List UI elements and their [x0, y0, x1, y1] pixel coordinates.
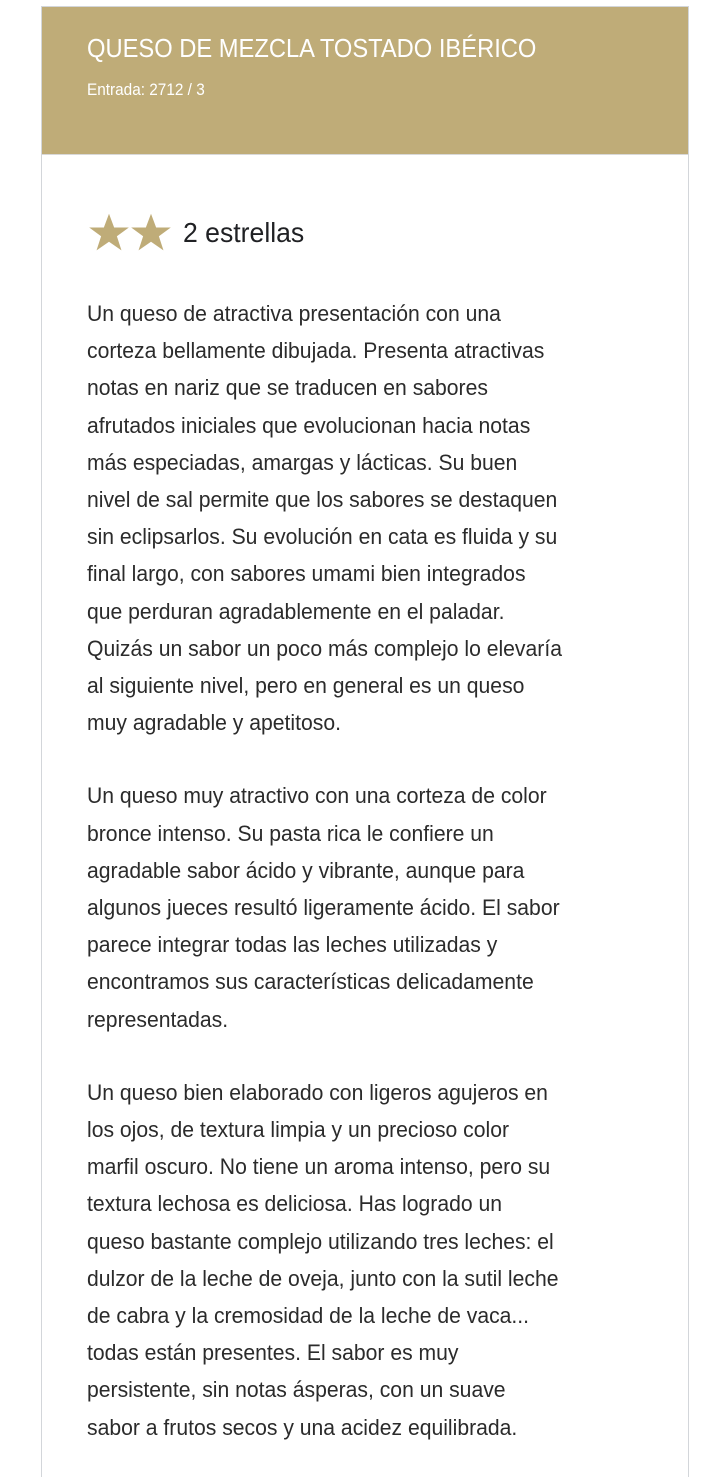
rating-label: 2 estrellas: [183, 217, 305, 248]
comment-line: marfil oscuro. No tiene un aroma intenso, pero su: [87, 1154, 551, 1180]
entry-number: Entrada: 2712 / 3: [87, 81, 205, 99]
cheese-result-card: [41, 6, 689, 1477]
comment-line: persistente, sin notas ásperas, con un suave: [87, 1377, 506, 1403]
comment-line: más especiadas, amargas y lácticas. Su buen: [87, 449, 518, 475]
comment-line: Un queso muy atractivo con una corteza de color: [87, 783, 547, 809]
cheese-title: QUESO DE MEZCLA TOSTADO IBÉRICO: [87, 35, 537, 63]
judge-comments: [87, 295, 643, 1446]
comment-line: que perduran agradablemente en el paladar.: [87, 598, 505, 624]
comment-line: corteza bellamente dibujada. Presenta atractivas: [87, 338, 545, 364]
card-header: [42, 7, 688, 155]
comment-line: bronce intenso. Su pasta rica le confiere un: [87, 820, 494, 846]
judge-comment: [87, 295, 610, 741]
star-rating: [87, 205, 643, 261]
comment-line: algunos jueces resultó ligeramente ácido. El sabor: [87, 895, 560, 921]
comment-line: parece integrar todas las leches utilizadas y: [87, 932, 498, 958]
comment-line: los ojos, de textura limpia y un precioso color: [87, 1117, 510, 1143]
star-icon: [87, 211, 131, 255]
comment-line: agradable sabor ácido y vibrante, aunque para: [87, 857, 525, 883]
comment-line: Un queso de atractiva presentación con una: [87, 301, 501, 326]
stars-group: [87, 211, 171, 255]
comment-line: representadas.: [87, 1006, 229, 1032]
comment-line: final largo, con sabores umami bien integrados: [87, 561, 526, 587]
comment-line: encontramos sus características delicadamente: [87, 969, 534, 995]
comment-line: dulzor de la leche de oveja, junto con la sutil leche: [87, 1265, 559, 1291]
comment-line: sabor a frutos secos y una acidez equilibrada.: [87, 1414, 518, 1440]
comment-line: afrutados iniciales que evolucionan hacia notas: [87, 412, 531, 438]
judge-comment: [87, 1074, 610, 1446]
comment-line: Quizás un sabor un poco más complejo lo elevaría: [87, 635, 562, 661]
judge-comment: [87, 777, 610, 1037]
comment-line: textura lechosa es deliciosa. Has logrado un: [87, 1191, 503, 1217]
comment-line: nivel de sal permite que los sabores se destaquen: [87, 487, 558, 513]
comment-line: de cabra y la cremosidad de la leche de vaca...: [87, 1303, 530, 1329]
comment-line: notas en nariz que se traducen en sabores: [87, 375, 488, 401]
comment-line: todas están presentes. El sabor es muy: [87, 1340, 459, 1366]
comment-line: al siguiente nivel, pero en general es un queso: [87, 673, 525, 699]
comment-line: sin eclipsarlos. Su evolución en cata es fluida y su: [87, 524, 558, 550]
comment-line: queso bastante complejo utilizando tres leches: el: [87, 1228, 554, 1254]
card-body: [42, 155, 688, 1446]
comment-line: Un queso bien elaborado con ligeros agujeros en: [87, 1079, 548, 1105]
comment-line: muy agradable y apetitoso.: [87, 710, 341, 736]
star-icon: [129, 211, 173, 255]
